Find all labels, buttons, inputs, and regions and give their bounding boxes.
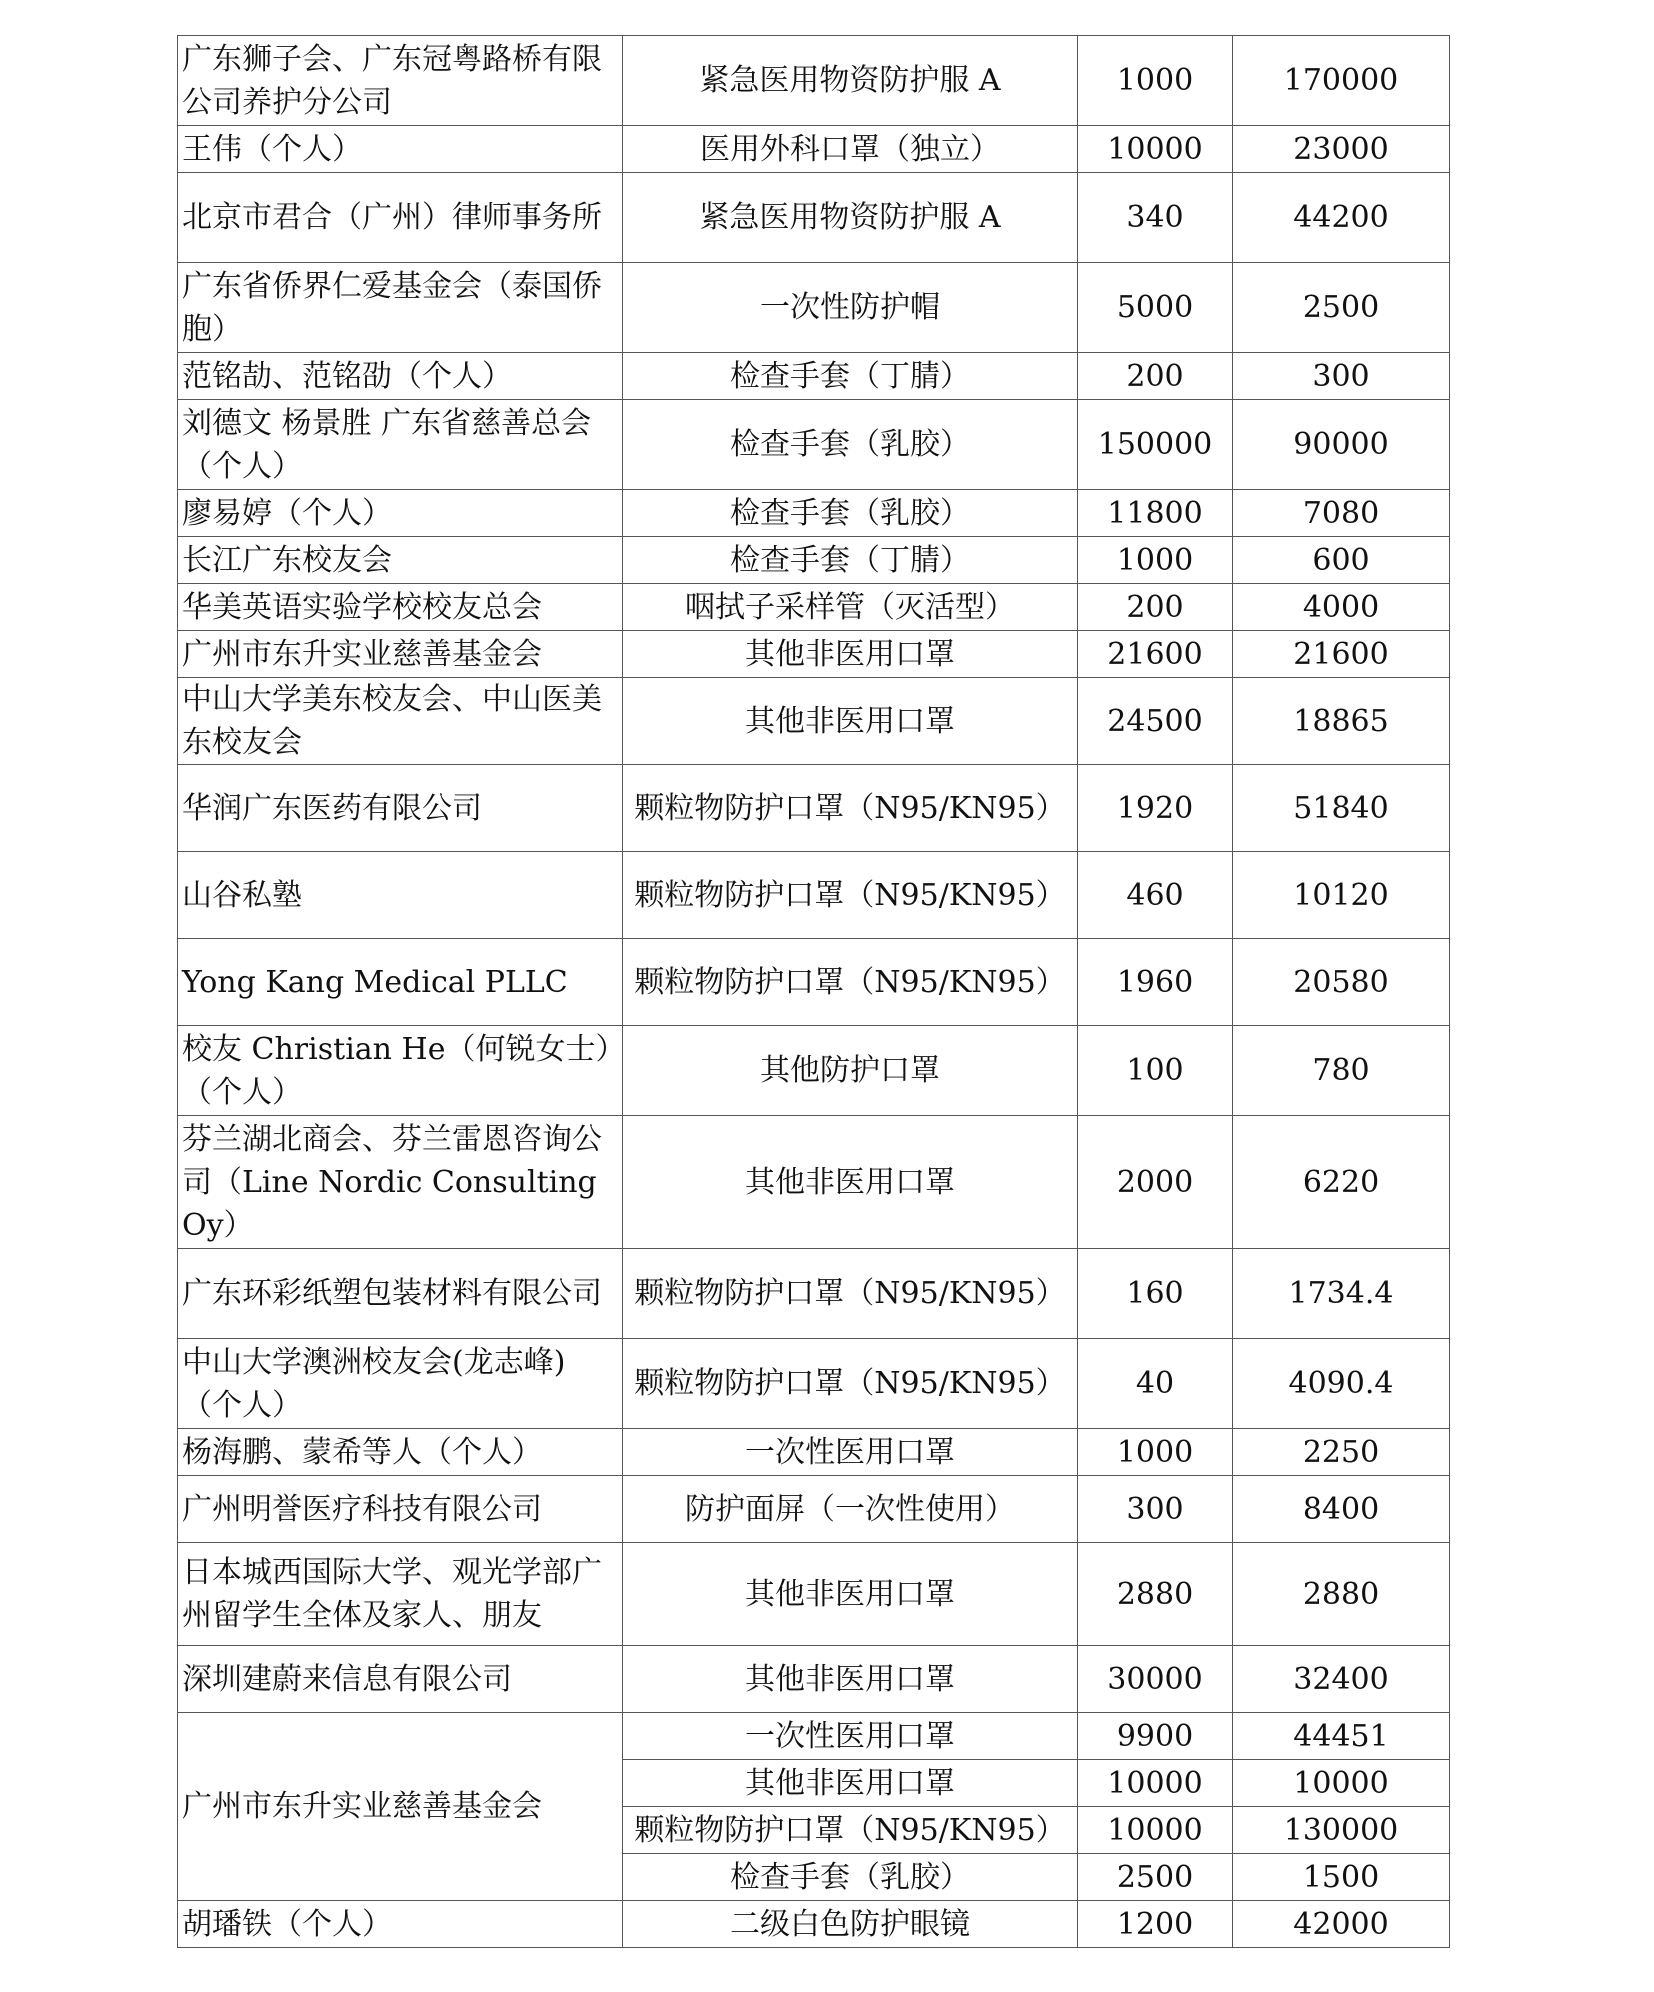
item-cell: 防护面屏（一次性使用） [623, 1476, 1078, 1543]
donation-table [177, 35, 1450, 1948]
donor-cell: 广东狮子会、广东冠粤路桥有限公司养护分公司 [178, 36, 623, 126]
value-cell: 130000 [1233, 1807, 1450, 1854]
quantity-cell: 1000 [1078, 537, 1233, 584]
value-cell: 23000 [1233, 126, 1450, 173]
value-cell: 8400 [1233, 1476, 1450, 1543]
value-cell: 170000 [1233, 36, 1450, 126]
donor-cell: 日本城西国际大学、观光学部广州留学生全体及家人、朋友 [178, 1543, 623, 1646]
table-row [178, 1026, 1450, 1116]
item-cell: 一次性医用口罩 [623, 1429, 1078, 1476]
item-cell: 一次性防护帽 [623, 263, 1078, 353]
item-cell: 检查手套（乳胶） [623, 1854, 1078, 1901]
donor-cell: 中山大学澳洲校友会(龙志峰)（个人） [178, 1339, 623, 1429]
donor-cell: 广州市东升实业慈善基金会 [178, 1713, 623, 1901]
quantity-cell: 2000 [1078, 1116, 1233, 1249]
value-cell: 51840 [1233, 765, 1450, 852]
table-row [178, 400, 1450, 490]
item-cell: 检查手套（乳胶） [623, 400, 1078, 490]
table-row [178, 1713, 1450, 1760]
table-row [178, 1116, 1450, 1249]
donor-cell: 北京市君合（广州）律师事务所 [178, 173, 623, 263]
item-cell: 检查手套（丁腈） [623, 353, 1078, 400]
donor-cell: 华美英语实验学校校友总会 [178, 584, 623, 631]
table-row [178, 584, 1450, 631]
value-cell: 44200 [1233, 173, 1450, 263]
table-row [178, 1249, 1450, 1339]
value-cell: 44451 [1233, 1713, 1450, 1760]
value-cell: 20580 [1233, 939, 1450, 1026]
donor-cell: 华润广东医药有限公司 [178, 765, 623, 852]
quantity-cell: 11800 [1078, 490, 1233, 537]
table-row [178, 490, 1450, 537]
item-cell: 颗粒物防护口罩（N95/KN95） [623, 1339, 1078, 1429]
value-cell: 21600 [1233, 631, 1450, 678]
table-row [178, 36, 1450, 126]
value-cell: 300 [1233, 353, 1450, 400]
donor-cell: 深圳建蔚来信息有限公司 [178, 1646, 623, 1713]
donor-cell: 范铭劼、范铭劭（个人） [178, 353, 623, 400]
quantity-cell: 200 [1078, 353, 1233, 400]
quantity-cell: 2500 [1078, 1854, 1233, 1901]
quantity-cell: 10000 [1078, 1807, 1233, 1854]
table-row [178, 1646, 1450, 1713]
item-cell: 检查手套（乳胶） [623, 490, 1078, 537]
table-row [178, 678, 1450, 765]
quantity-cell: 1000 [1078, 1429, 1233, 1476]
table-row [178, 126, 1450, 173]
quantity-cell: 340 [1078, 173, 1233, 263]
value-cell: 4000 [1233, 584, 1450, 631]
quantity-cell: 1960 [1078, 939, 1233, 1026]
item-cell: 其他非医用口罩 [623, 678, 1078, 765]
quantity-cell: 100 [1078, 1026, 1233, 1116]
value-cell: 1500 [1233, 1854, 1450, 1901]
table-row [178, 765, 1450, 852]
item-cell: 紧急医用物资防护服 A [623, 36, 1078, 126]
table-row [178, 353, 1450, 400]
value-cell: 4090.4 [1233, 1339, 1450, 1429]
donor-cell: 校友 Christian He（何锐女士）（个人） [178, 1026, 623, 1116]
item-cell: 颗粒物防护口罩（N95/KN95） [623, 1807, 1078, 1854]
value-cell: 600 [1233, 537, 1450, 584]
donor-cell: 芬兰湖北商会、芬兰雷恩咨询公司（Line Nordic Consulting Oy） [178, 1116, 623, 1249]
quantity-cell: 9900 [1078, 1713, 1233, 1760]
quantity-cell: 5000 [1078, 263, 1233, 353]
value-cell: 780 [1233, 1026, 1450, 1116]
donor-cell: 杨海鹏、蒙希等人（个人） [178, 1429, 623, 1476]
table-row [178, 852, 1450, 939]
donor-cell: 广东环彩纸塑包装材料有限公司 [178, 1249, 623, 1339]
value-cell: 2880 [1233, 1543, 1450, 1646]
item-cell: 医用外科口罩（独立） [623, 126, 1078, 173]
quantity-cell: 1000 [1078, 36, 1233, 126]
quantity-cell: 300 [1078, 1476, 1233, 1543]
value-cell: 1734.4 [1233, 1249, 1450, 1339]
donor-cell: 广州明誉医疗科技有限公司 [178, 1476, 623, 1543]
table-row [178, 263, 1450, 353]
quantity-cell: 10000 [1078, 1760, 1233, 1807]
donor-cell: 长江广东校友会 [178, 537, 623, 584]
donor-cell: 廖易婷（个人） [178, 490, 623, 537]
item-cell: 其他非医用口罩 [623, 1646, 1078, 1713]
item-cell: 颗粒物防护口罩（N95/KN95） [623, 939, 1078, 1026]
table-row [178, 939, 1450, 1026]
item-cell: 其他非医用口罩 [623, 1760, 1078, 1807]
table-row [178, 1339, 1450, 1429]
quantity-cell: 460 [1078, 852, 1233, 939]
quantity-cell: 1920 [1078, 765, 1233, 852]
table-row [178, 631, 1450, 678]
table-row [178, 1476, 1450, 1543]
item-cell: 二级白色防护眼镜 [623, 1901, 1078, 1948]
table-row [178, 1901, 1450, 1948]
table-row [178, 537, 1450, 584]
donor-cell: Yong Kang Medical PLLC [178, 939, 623, 1026]
value-cell: 10000 [1233, 1760, 1450, 1807]
donor-cell: 山谷私塾 [178, 852, 623, 939]
value-cell: 32400 [1233, 1646, 1450, 1713]
item-cell: 咽拭子采样管（灭活型） [623, 584, 1078, 631]
quantity-cell: 21600 [1078, 631, 1233, 678]
quantity-cell: 10000 [1078, 126, 1233, 173]
table-row [178, 1429, 1450, 1476]
quantity-cell: 150000 [1078, 400, 1233, 490]
quantity-cell: 40 [1078, 1339, 1233, 1429]
table-row [178, 173, 1450, 263]
item-cell: 颗粒物防护口罩（N95/KN95） [623, 1249, 1078, 1339]
table-row [178, 1543, 1450, 1646]
quantity-cell: 200 [1078, 584, 1233, 631]
value-cell: 2250 [1233, 1429, 1450, 1476]
item-cell: 颗粒物防护口罩（N95/KN95） [623, 852, 1078, 939]
value-cell: 10120 [1233, 852, 1450, 939]
item-cell: 一次性医用口罩 [623, 1713, 1078, 1760]
quantity-cell: 1200 [1078, 1901, 1233, 1948]
value-cell: 18865 [1233, 678, 1450, 765]
value-cell: 6220 [1233, 1116, 1450, 1249]
item-cell: 其他防护口罩 [623, 1026, 1078, 1116]
donor-cell: 中山大学美东校友会、中山医美东校友会 [178, 678, 623, 765]
donor-cell: 刘德文 杨景胜 广东省慈善总会（个人） [178, 400, 623, 490]
quantity-cell: 24500 [1078, 678, 1233, 765]
item-cell: 其他非医用口罩 [623, 631, 1078, 678]
quantity-cell: 2880 [1078, 1543, 1233, 1646]
value-cell: 2500 [1233, 263, 1450, 353]
donor-cell: 广州市东升实业慈善基金会 [178, 631, 623, 678]
value-cell: 42000 [1233, 1901, 1450, 1948]
item-cell: 其他非医用口罩 [623, 1116, 1078, 1249]
quantity-cell: 30000 [1078, 1646, 1233, 1713]
donor-cell: 广东省侨界仁爱基金会（泰国侨胞） [178, 263, 623, 353]
quantity-cell: 160 [1078, 1249, 1233, 1339]
item-cell: 颗粒物防护口罩（N95/KN95） [623, 765, 1078, 852]
donor-cell: 胡璠铁（个人） [178, 1901, 623, 1948]
item-cell: 检查手套（丁腈） [623, 537, 1078, 584]
donation-table-body [178, 36, 1450, 1948]
value-cell: 7080 [1233, 490, 1450, 537]
donor-cell: 王伟（个人） [178, 126, 623, 173]
item-cell: 其他非医用口罩 [623, 1543, 1078, 1646]
item-cell: 紧急医用物资防护服 A [623, 173, 1078, 263]
value-cell: 90000 [1233, 400, 1450, 490]
